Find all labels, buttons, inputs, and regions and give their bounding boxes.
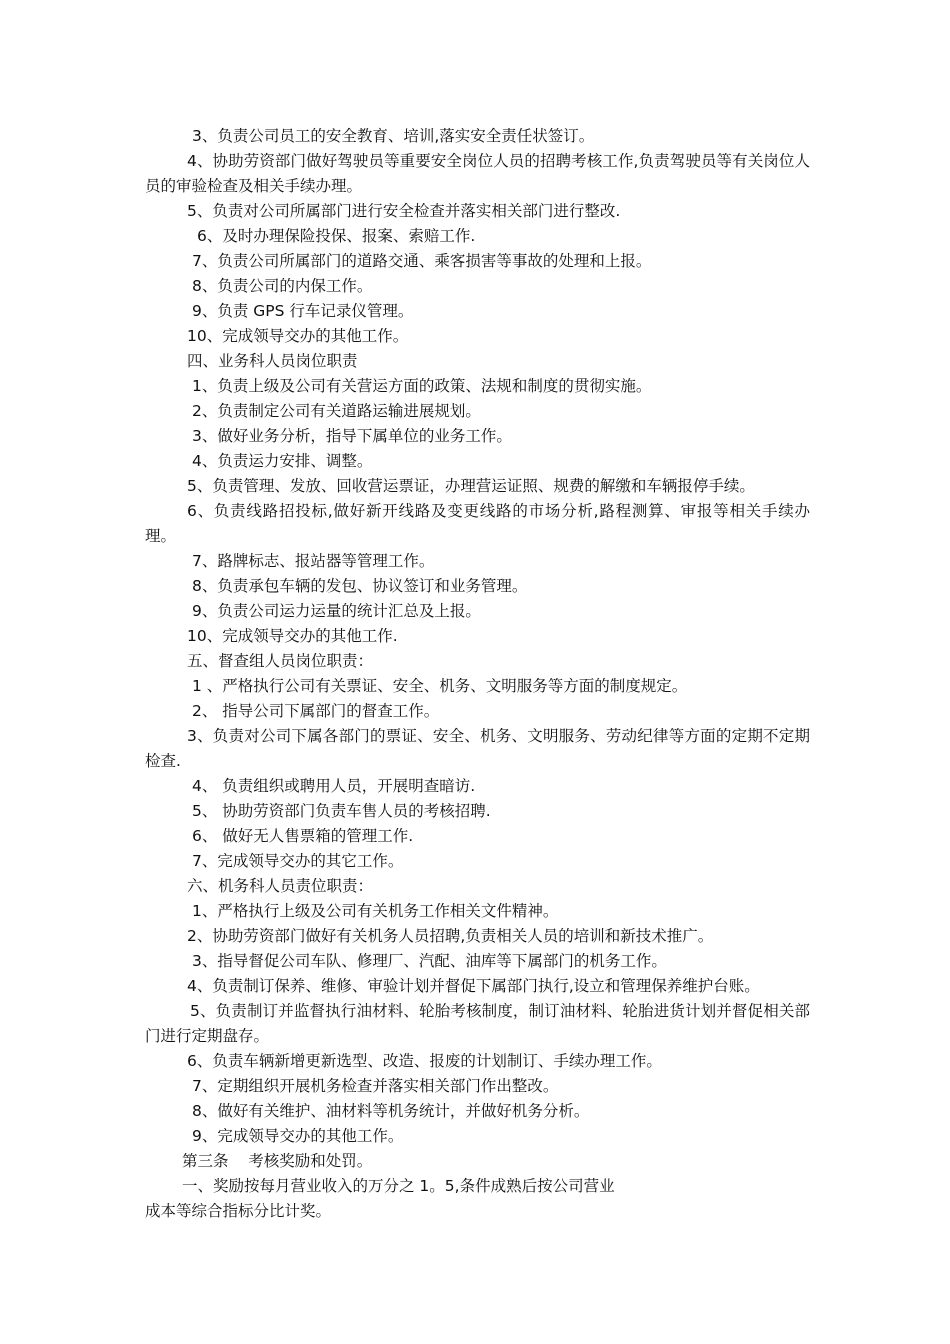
paragraph: 5、负责制订并监督执行油材料、轮胎考核制度，制订油材料、轮胎进货计划并督促相关部门进行定期盘存。	[145, 1002, 810, 1045]
paragraph: 六、机务科人员责位职责：	[187, 877, 374, 895]
paragraph: 2、协助劳资部门做好有关机务人员招聘,负责相关人员的培训和新技术推广。	[187, 927, 714, 945]
paragraph: 6、负责线路招投标,做好新开线路及变更线路的市场分析,路程测算、审报等相关手续办理。	[145, 502, 810, 545]
paragraph: 8、负责承包车辆的发包、协议签订和业务管理。	[192, 577, 528, 595]
paragraph: 5、 协助劳资部门负责车售人员的考核招聘.	[192, 802, 491, 820]
document-body	[145, 124, 810, 1224]
paragraph: 3、负责对公司下属各部门的票证、安全、机务、文明服务、劳动纪律等方面的定期不定期检查.	[145, 727, 810, 770]
paragraph: 8、做好有关维护、油材料等机务统计，并做好机务分析。	[192, 1102, 590, 1120]
paragraph: 6、及时办理保险投保、报案、索赔工作.	[197, 227, 476, 245]
paragraph: 3、负责公司员工的安全教育、培训,落实安全责任状签订。	[192, 127, 595, 145]
paragraph: 7、定期组织开展机务检查并落实相关部门作出整改。	[192, 1077, 559, 1095]
paragraph: 10、完成领导交办的其他工作.	[187, 627, 398, 645]
paragraph: 3、指导督促公司车队、修理厂、汽配、油库等下属部门的机务工作。	[192, 952, 667, 970]
paragraph: 2、 指导公司下属部门的督查工作。	[192, 702, 440, 720]
paragraph: 10、完成领导交办的其他工作。	[187, 327, 409, 345]
paragraph: 1、负责上级及公司有关营运方面的政策、法规和制度的贯彻实施。	[192, 377, 652, 395]
paragraph: 4、负责制订保养、维修、审验计划并督促下属部门执行,设立和管理保养维护台账。	[187, 977, 760, 995]
paragraph: 第三条 考核奖励和处罚。	[182, 1152, 373, 1170]
paragraph: 9、负责 GPS 行车记录仪管理。	[192, 302, 414, 320]
paragraph: 成本等综合指标分比计奖。	[145, 1202, 332, 1220]
paragraph: 1 、严格执行公司有关票证、安全、机务、文明服务等方面的制度规定。	[192, 677, 688, 695]
paragraph: 1、严格执行上级及公司有关机务工作相关文件精神。	[192, 902, 559, 920]
paragraph: 6、 做好无人售票箱的管理工作.	[192, 827, 414, 845]
paragraph: 5、负责管理、发放、回收营运票证，办理营运证照、规费的解缴和车辆报停手续。	[187, 477, 755, 495]
paragraph: 3、做好业务分析，指导下属单位的业务工作。	[192, 427, 512, 445]
paragraph: 9、负责公司运力运量的统计汇总及上报。	[192, 602, 481, 620]
paragraph: 4、协助劳资部门做好驾驶员等重要安全岗位人员的招聘考核工作,负责驾驶员等有关岗位人员的审验检查及相关手续办理。	[145, 152, 810, 195]
paragraph: 4、 负责组织或聘用人员，开展明查暗访.	[192, 777, 476, 795]
paragraph: 一、奖励按每月营业收入的万分之 1。5,条件成熟后按公司营业	[182, 1177, 615, 1195]
paragraph: 7、负责公司所属部门的道路交通、乘客损害等事故的处理和上报。	[192, 252, 652, 270]
paragraph: 五、督查组人员岗位职责：	[187, 652, 374, 670]
paragraph: 4、负责运力安排、调整。	[192, 452, 373, 470]
paragraph: 5、负责对公司所属部门进行安全检查并落实相关部门进行整改.	[187, 202, 621, 220]
paragraph: 9、完成领导交办的其他工作。	[192, 1127, 404, 1145]
paragraph: 8、负责公司的内保工作。	[192, 277, 373, 295]
paragraph: 四、业务科人员岗位职责	[187, 352, 358, 370]
paragraph: 7、路牌标志、报站器等管理工作。	[192, 552, 435, 570]
paragraph: 2、负责制定公司有关道路运输进展规划。	[192, 402, 481, 420]
paragraph: 6、负责车辆新增更新选型、改造、报废的计划制订、手续办理工作。	[187, 1052, 662, 1070]
paragraph: 7、完成领导交办的其它工作。	[192, 852, 404, 870]
